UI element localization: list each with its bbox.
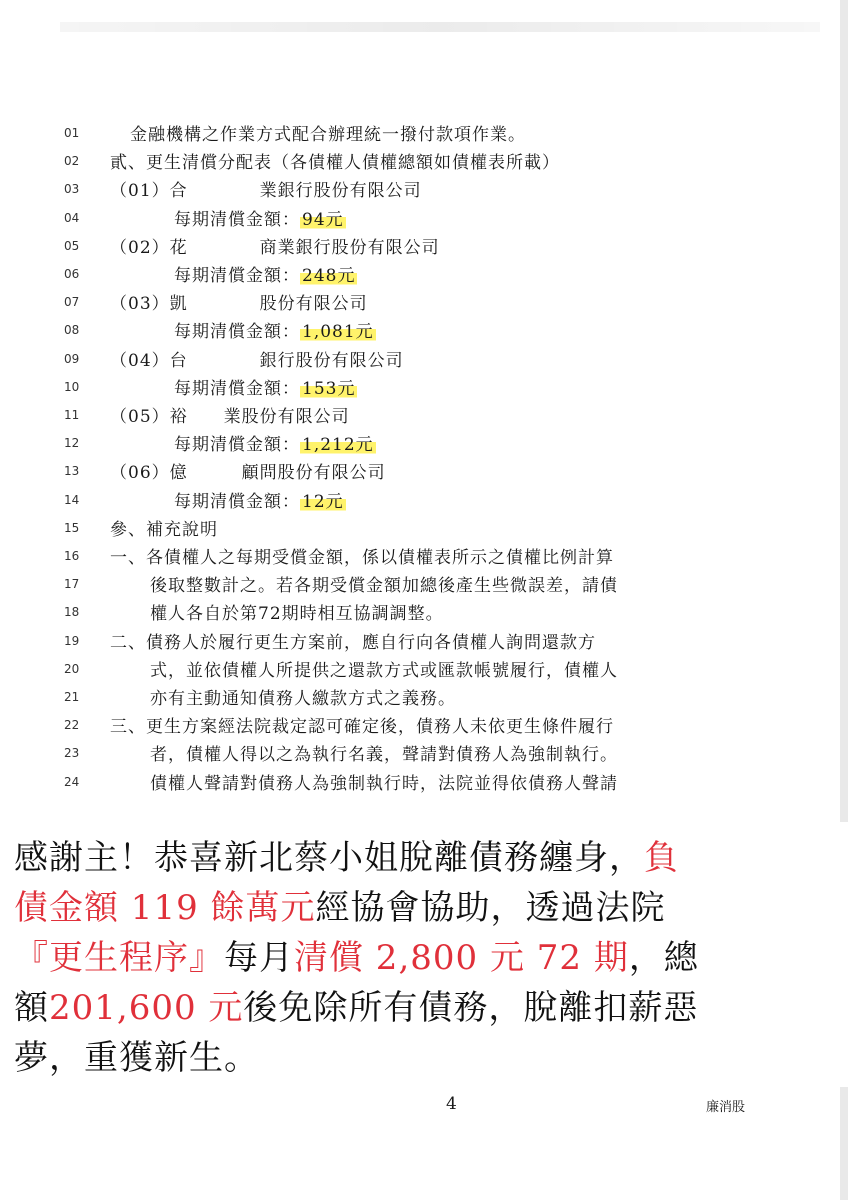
payment-amount: 94元 — [302, 209, 344, 230]
line-text — [110, 402, 350, 427]
line-content: 每期清償金額： — [174, 209, 300, 230]
line-text — [110, 176, 422, 201]
payment-amount: 1,081元 — [302, 322, 374, 343]
testimonial-overlay — [0, 822, 848, 1087]
line-content: 參、補充說明 — [110, 519, 218, 540]
line-number: 06 — [64, 267, 80, 281]
line-content: 債權人聲請對債務人為強制執行時，法院並得依債務人聲請 — [150, 773, 618, 794]
line-content: 二、債務人於履行更生方案前，應自行向各債權人詢問還款方 — [110, 632, 596, 653]
line-number: 17 — [64, 577, 80, 592]
line-number: 07 — [64, 295, 80, 310]
line-number: 02 — [64, 154, 80, 169]
document-line — [0, 148, 848, 177]
line-text — [174, 205, 346, 230]
payment-amount: 153元 — [302, 378, 356, 399]
document-line — [0, 458, 848, 487]
document-line — [0, 684, 848, 713]
payment-amount: 12元 — [302, 491, 344, 512]
document-line — [0, 571, 848, 600]
line-content: 金融機構之作業方式配合辦理統一撥付款項作業。 — [130, 125, 526, 145]
office-stamp: 廉消股 — [706, 1100, 746, 1115]
page-number: 4 — [446, 1094, 457, 1114]
scan-smudge — [60, 22, 820, 32]
line-number: 22 — [64, 718, 80, 733]
line-number: 15 — [64, 520, 80, 535]
line-text — [110, 233, 440, 258]
document-line — [0, 176, 848, 205]
line-number: 04 — [64, 210, 80, 225]
line-text — [110, 458, 386, 483]
line-content: （02）花 商業銀行股份有限公司 — [110, 237, 440, 258]
line-number: 14 — [64, 492, 80, 507]
line-content: 亦有主動通知債務人繳款方式之義務。 — [150, 689, 456, 709]
line-content: 每期清償金額： — [174, 322, 300, 343]
line-number: 13 — [64, 464, 80, 479]
line-number: 12 — [64, 436, 80, 451]
line-text — [174, 261, 357, 286]
line-text — [150, 571, 618, 596]
line-number: 05 — [64, 238, 80, 253]
line-text — [150, 684, 456, 709]
document-line — [0, 233, 848, 262]
payment-amount: 248元 — [302, 266, 356, 286]
document-line — [0, 205, 848, 234]
line-text — [130, 120, 526, 145]
document-line — [0, 374, 848, 403]
document-line — [0, 740, 848, 769]
line-content: （01）合 業銀行股份有限公司 — [110, 181, 422, 202]
document-line — [0, 430, 848, 459]
line-text — [110, 346, 404, 371]
line-text — [110, 148, 560, 173]
line-text — [174, 487, 346, 512]
line-number: 21 — [64, 690, 80, 704]
document-line — [0, 769, 848, 798]
line-number: 24 — [64, 774, 80, 789]
document-line — [0, 628, 848, 657]
line-content: 三、更生方案經法院裁定認可確定後，債務人未依更生條件履行 — [110, 717, 614, 738]
line-text — [110, 543, 614, 568]
line-content: 每期清償金額： — [174, 435, 300, 456]
document-line — [0, 487, 848, 516]
line-content: 貳、更生清償分配表（各債權人債權總額如債權表所載） — [110, 153, 560, 174]
line-number: 09 — [64, 351, 80, 366]
line-content: 每期清償金額： — [174, 266, 300, 286]
document-line — [0, 515, 848, 544]
line-number: 11 — [64, 408, 80, 422]
line-number: 16 — [64, 549, 80, 563]
line-content: 後取整數計之。若各期受償金額加總後產生些微誤差，請債 — [150, 576, 618, 597]
line-text — [110, 712, 614, 737]
line-number: 20 — [64, 661, 80, 676]
line-text — [150, 599, 444, 624]
document-line — [0, 599, 848, 628]
line-text — [174, 317, 376, 342]
line-content: 每期清償金額： — [174, 378, 300, 399]
document-line — [0, 402, 848, 431]
line-text — [174, 374, 357, 399]
document-line — [0, 543, 848, 572]
overlay-line-1: 感謝主！恭喜新北蔡小姐脫離債務纏身，負 — [14, 838, 679, 878]
document-line — [0, 289, 848, 318]
line-number: 19 — [64, 633, 80, 648]
document-line — [0, 120, 848, 149]
overlay-line-5: 夢，重獲新生。 — [14, 1038, 259, 1078]
line-content: （03）凱 股份有限公司 — [110, 294, 368, 315]
line-number: 08 — [64, 323, 80, 338]
line-text — [110, 515, 218, 540]
line-text — [150, 656, 618, 681]
line-number: 23 — [64, 746, 80, 761]
document-line — [0, 656, 848, 685]
overlay-line-2: 債金額 119 餘萬元經協會協助，透過法院 — [14, 888, 666, 928]
overlay-line-3: 『更生程序』每月清償 2,800 元 72 期，總 — [14, 938, 699, 978]
document-line — [0, 317, 848, 346]
line-content: 者，債權人得以之為執行名義，聲請對債務人為強制執行。 — [150, 745, 618, 766]
line-text — [150, 740, 618, 765]
line-content: （05）裕 業股份有限公司 — [110, 407, 350, 427]
line-number: 01 — [64, 126, 80, 140]
line-content: 權人各自於第72期時相互協調調整。 — [150, 604, 444, 625]
payment-amount: 1,212元 — [302, 435, 374, 456]
line-content: 一、各債權人之每期受償金額，係以債權表所示之債權比例計算 — [110, 548, 614, 568]
line-content: 每期清償金額： — [174, 491, 300, 512]
line-number: 03 — [64, 182, 80, 197]
line-content: （04）台 銀行股份有限公司 — [110, 350, 404, 371]
line-text — [110, 289, 368, 314]
line-content: 式，並依債權人所提供之還款方式或匯款帳號履行，債權人 — [150, 660, 618, 681]
line-content: （06）億 顧問股份有限公司 — [110, 463, 386, 484]
line-number: 10 — [64, 379, 80, 394]
document-line — [0, 712, 848, 741]
document-line — [0, 261, 848, 290]
line-text — [150, 769, 618, 794]
overlay-line-4: 額201,600 元後免除所有債務，脫離扣薪惡 — [14, 988, 699, 1028]
line-text — [174, 430, 376, 455]
line-number: 18 — [64, 605, 80, 620]
line-text — [110, 628, 596, 653]
document-line — [0, 346, 848, 375]
